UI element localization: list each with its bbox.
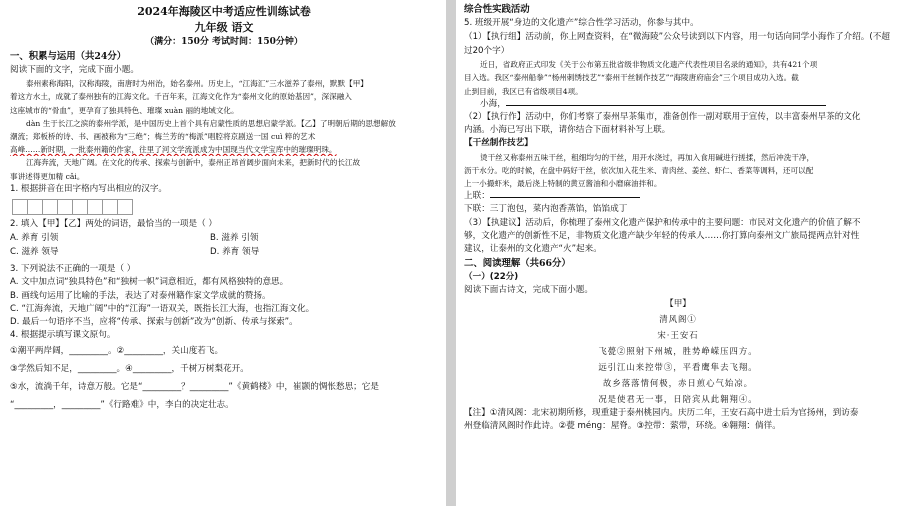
- question-3-option-d: D. 最后一句语序不当，应将“传承、探索与创新”改为“创新、传承与探索”。: [10, 317, 298, 328]
- grid-cell[interactable]: [42, 199, 58, 215]
- question-3: 3. 下列说法不正确的一项是（ ）: [10, 264, 136, 275]
- section-2-heading: 二、阅读理解（共66分）: [464, 258, 571, 270]
- passage-line: 潮流；郑板桥的诗、书、画被称为“三绝”；梅兰芳的“梅派”唱腔将京剧送一国 cuì 粹的艺术: [10, 132, 316, 142]
- question-3-option-c: C. “江海奔流，天地广阔”中的“江海”一语双关，既指长江大海，也指江海文化。: [10, 303, 315, 314]
- poem-line: 故乡落落情何极，赤日煎心气始凉。: [603, 377, 753, 388]
- tianzige-grid[interactable]: [12, 199, 438, 215]
- question-4-item: ⑤水，流淌千年，诗意万般。它是“_________？_________”《黄鹤楼》中，崔颢的惆怅愁思；它是: [10, 382, 379, 393]
- exam-title: 2024年海陵区中考适应性训练试卷: [137, 5, 311, 18]
- task-2-cont: 内涵。小海已写出下联，请你结合下面材料补写上联。: [464, 125, 671, 136]
- score-note: （满分：150分 考试时间：150分钟）: [145, 37, 303, 47]
- question-4-item: ①潮平两岸阔，_________。②_________，关山度若飞。: [10, 346, 224, 357]
- passage-line: dàn 生于长江之滨的泰州学派，是中国历史上首个具有启蒙性质的思想启蒙学派。【乙】了明朝后期的思想解放: [26, 118, 396, 128]
- question-2-options-row2: [10, 245, 438, 259]
- question-4: 4. 根据提示填写课文原句。: [10, 330, 116, 341]
- question-1: 1. 根据拼音在田字格内写出相应的汉字。: [10, 183, 168, 194]
- grid-cell[interactable]: [102, 199, 118, 215]
- right-page: [456, 0, 900, 506]
- passage-line: 这座城市的“骨血”，更孕育了独具特色、璀璨 xuàn 丽的地域文化。: [10, 105, 239, 115]
- grid-cell[interactable]: [57, 199, 73, 215]
- question-2-options-row1: [10, 231, 438, 245]
- task-3: （3）【执建议】活动后，你梳理了泰州文化遗产保护和传承中的主要问题：市民对文化遗产的价值了解不: [464, 217, 861, 228]
- practice-heading: 综合性实践活动: [464, 4, 530, 15]
- task-2: （2）【执行作】活动中，你们考察了泰州早茶集市，准备创作一副对联用于宣传，以丰富泰州早茶的文化: [464, 112, 861, 123]
- xialian: 下联：三丁泡包，菜内泡香蒸馅，馅馅成丁: [464, 204, 628, 215]
- question-4-item: “_________，_________”《行路难》中，李白的决定壮志。: [10, 400, 234, 411]
- passage-line: 事讲述得更加精 cǎi。: [10, 171, 85, 181]
- material-line: 烫干丝又称泰州五味干丝，租细均匀的干丝，用开水浇过，再加入食用碱进行搓揉，然后冲洗干净，: [480, 152, 815, 162]
- passage-line: 着这方水土，成就了泰州独有的江海文化。千百年来，江海文化作为“泰州文化的原始基因”，深深融入: [10, 92, 352, 102]
- page-gap: [446, 0, 456, 506]
- passage-line: 泰州素称海阳，汉称海陵，南唐时为州治，始名泰州。历史上，“江海汇”三水滋养了泰州，默默【甲】: [26, 79, 368, 89]
- subsection-1: （一）(22分): [464, 272, 519, 283]
- reading-intro: 阅读下面的文字，完成下面小题。: [10, 65, 139, 75]
- material-line: 上一小撮虾米，最后浇上特制的黄豆酱油和小磨麻油拌和。: [464, 179, 662, 189]
- shanglian-row: [464, 190, 892, 203]
- shanglian-label: 上联：: [464, 191, 490, 202]
- reading-intro-2: 阅读下面古诗文，完成下面小题。: [464, 285, 593, 296]
- poem-note: 州登临清风阁时作此诗。②甍 méng：屋脊。③控带：萦带，环绕。④翱翔：倘徉。: [464, 421, 781, 432]
- exam-subtitle: 九年级 语文: [194, 21, 254, 34]
- shanglian-blank[interactable]: [490, 197, 640, 198]
- question-5: 5. 班级开展“身边的文化遗产”综合性学习活动，你参与其中。: [464, 18, 699, 28]
- poem-title: 清风阁①: [659, 313, 697, 324]
- xiaohai-answer-row: [464, 98, 892, 111]
- question-3-option-a: A. 文中加点词“独具特色”和“独树一帜”词意相近，都有风格独特的意思。: [10, 277, 289, 288]
- material-line: 止到目前，我区已有省级项目4项。: [464, 86, 583, 96]
- task-3-cont: 建议，让泰州的文化遗产“火”起来。: [464, 244, 602, 255]
- grid-cell[interactable]: [117, 199, 133, 215]
- poem-author: 宋·王安石: [657, 329, 699, 340]
- grid-cell[interactable]: [12, 199, 28, 215]
- grid-cell[interactable]: [72, 199, 88, 215]
- poem-note: 【注】①清风阁：北宋初期所修，现重建于泰州桃园内。庆历二年，王安石高中进士后为官扬州，到访泰: [464, 407, 859, 418]
- question-3-option-b: B. 画线句运用了比喻的手法，表达了对泰州籍作家文学成就的赞扬。: [10, 290, 271, 301]
- option-d: D. 养育 领导: [210, 247, 260, 258]
- material-line: 近日，省政府正式印发《关于公布第五批省级非物质文化遗产代表性项目名录的通知》，共有421个项: [480, 60, 818, 70]
- section-1-heading: 一、积累与运用（共24分）: [10, 51, 127, 62]
- xiaohai-label: 小海，: [480, 98, 506, 109]
- grid-cell[interactable]: [27, 199, 43, 215]
- answer-blank[interactable]: [506, 105, 826, 106]
- grid-cell[interactable]: [87, 199, 103, 215]
- passage-underlined-line: 高峰……新时期，一批泰州籍的作家，往里了河文学流派成为中国现当代文学宝库中的璀璨明珠。: [10, 145, 337, 155]
- material-line: 目入选。我区“泰州船拳”“杨州刺绣技艺”“泰州干丝制作技艺”“海陵唐府庙会”三个项目成功入选。截: [464, 73, 799, 83]
- poem-line: 飞甍②照射下州城，胜势峥嵘压四方。: [598, 345, 758, 356]
- option-a: A. 养育 引领: [10, 233, 59, 244]
- left-page: [0, 0, 446, 506]
- option-c: C. 滋养 领导: [10, 247, 59, 258]
- material-title: 【干丝制作技艺】: [464, 138, 533, 149]
- poem-line: 远引江山来控带③，平看鹰隼去飞翔。: [598, 361, 758, 372]
- poem-label: 【甲】: [665, 298, 691, 309]
- passage-line: 江海奔流，天地广阔。在文化的传承、探索与创新中，泰州正昂首阔步面向未来，把新时代的长江故: [26, 158, 361, 168]
- poem-line: 况是使君无一事，日陪宾从此翱翔④。: [598, 393, 758, 404]
- task-1: （1）【执行组】活动前，你上网查资料，在“微海陵”公众号读到以下内容，用一句话向同学小海作了介绍。(不超过20个字）: [464, 32, 890, 57]
- task-3-cont: 够，文化遗产的创新性不足，非物质文化遗产缺少年轻的传承人……你打算向泰州文广旅局提两点针对性: [464, 230, 860, 241]
- question-4-item: ③学然后知不足，_________。④_________，千树万树梨花开。: [10, 364, 249, 375]
- option-b: B. 滋养 引领: [210, 233, 259, 244]
- question-2: 2. 填入【甲】【乙】两处的词语，最恰当的一项是（ ）: [10, 219, 218, 230]
- material-line: 沥干水分。吃的时候，在盘中码好干丝，依次加入花生米、青肉丝、姜丝、虾仁、香菜等调料，还可以配: [464, 165, 814, 175]
